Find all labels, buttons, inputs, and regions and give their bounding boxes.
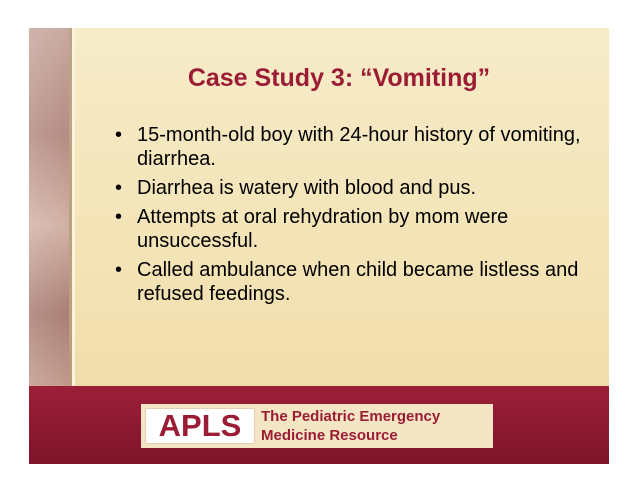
bullet-item: • Called ambulance when child became listless and refused feedings. (109, 258, 589, 306)
logo-abbreviation: APLS (145, 408, 255, 444)
logo-tagline (261, 407, 489, 445)
slide-title: Case Study 3: “Vomiting” (187, 64, 491, 92)
slide (29, 28, 609, 464)
logo-tagline-line1: The Pediatric Emergency (261, 408, 441, 425)
bullet-item: • 15-month-old boy with 24-hour history of vomiting, diarrhea. (109, 123, 589, 171)
bullet-list (109, 123, 589, 311)
bullet-item: • Diarrhea is watery with blood and pus. (109, 176, 589, 200)
photo-overlay (29, 28, 69, 386)
footer-band (29, 386, 609, 464)
logo-tagline-line2: Medicine Resource (261, 427, 398, 444)
apls-logo (141, 404, 493, 448)
vertical-divider (72, 28, 75, 386)
bullet-item: • Attempts at oral rehydration by mom were unsuccessful. (109, 205, 589, 253)
